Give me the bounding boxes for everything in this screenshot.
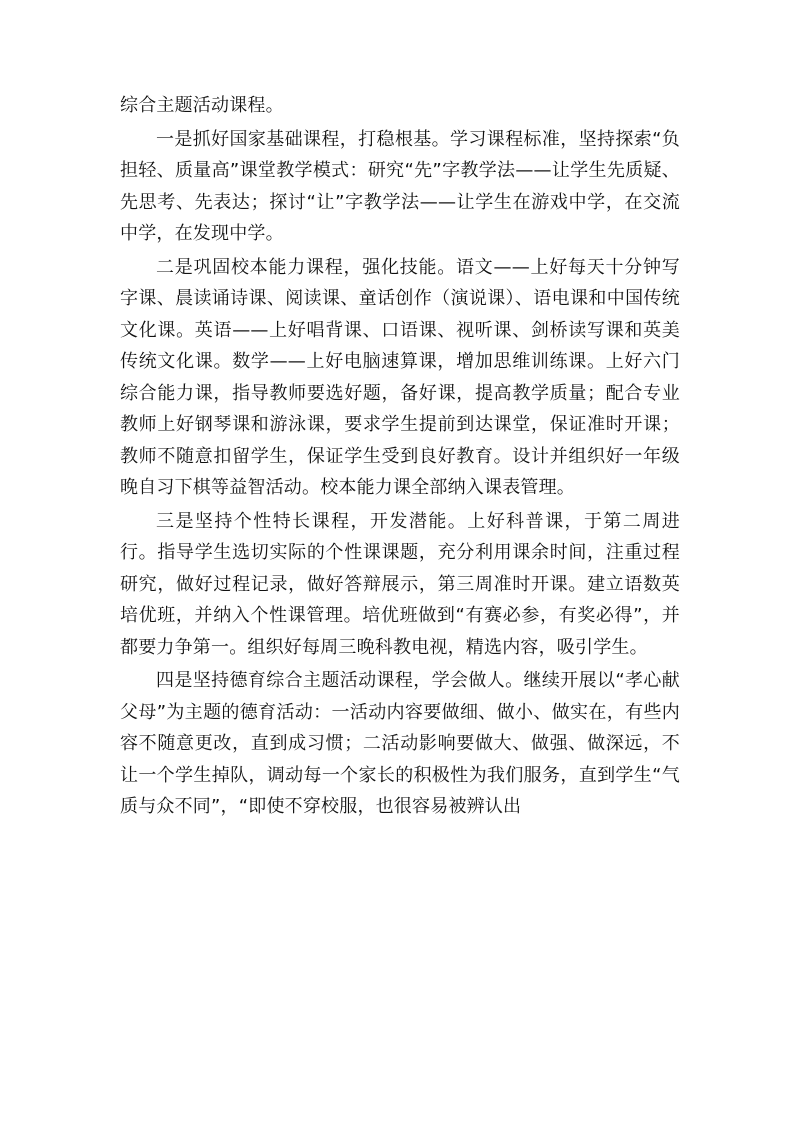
paragraph-school-curriculum: 二是巩固校本能力课程，强化技能。语文——上好每天十分钟写字课、晨读诵诗课、阅读课、童话创作（演说课）、语电课和中国传统文化课。英语——上好唱背课、口语课、视听课、剑桥读写课和英美传统文化课。数学——上好电脑速算课，增加思维训练课。上好六门综合能力课，指导教师要选好题，备好课，提高教学质量；配合专业教师上好钢琴课和游泳课，要求学生提前到达课堂，保证准时开课；教师不随意扣留学生，保证学生受到良好教育。设计并组织好一年级晚自习下棋等益智活动。校本能力课全部纳入课表管理。 <box>120 256 680 498</box>
paragraph-national-curriculum: 一是抓好国家基础课程，打稳根基。学习课程标准，坚持探索“负担轻、质量高”课堂教学模式：研究“先”字教学法——让学生先质疑、先思考、先表达；探讨“让”字教学法——让学生在游戏中学，在交流中学，在发现中学。 <box>120 128 680 244</box>
paragraph-specialty-curriculum: 三是坚持个性特长课程，开发潜能。上好科普课，于第二周进行。指导学生选切实际的个性课课题，充分利用课余时间，注重过程研究，做好过程记录，做好答辩展示，第三周准时开课。建立语数英培优班，并纳入个性课管理。培优班做到“有赛必参，有奖必得”，并都要力争第一。组织好每周三晚科教电视，精选内容，吸引学生。 <box>120 510 680 658</box>
paragraph-continuation: 综合主题活动课程。 <box>120 95 284 116</box>
document-body <box>120 90 680 825</box>
paragraph-moral-curriculum: 四是坚持德育综合主题活动课程，学会做人。继续开展以“孝心献父母”为主题的德育活动：一活动内容要做细、做小、做实在，有些内容不随意更改，直到成习惯；二活动影响要做大、做强、做深远，不让一个学生掉队，调动每一个家长的积极性为我们服务，直到学生“气质与众不同”，“即使不穿校服，也很容易被辨认出 <box>120 670 680 817</box>
